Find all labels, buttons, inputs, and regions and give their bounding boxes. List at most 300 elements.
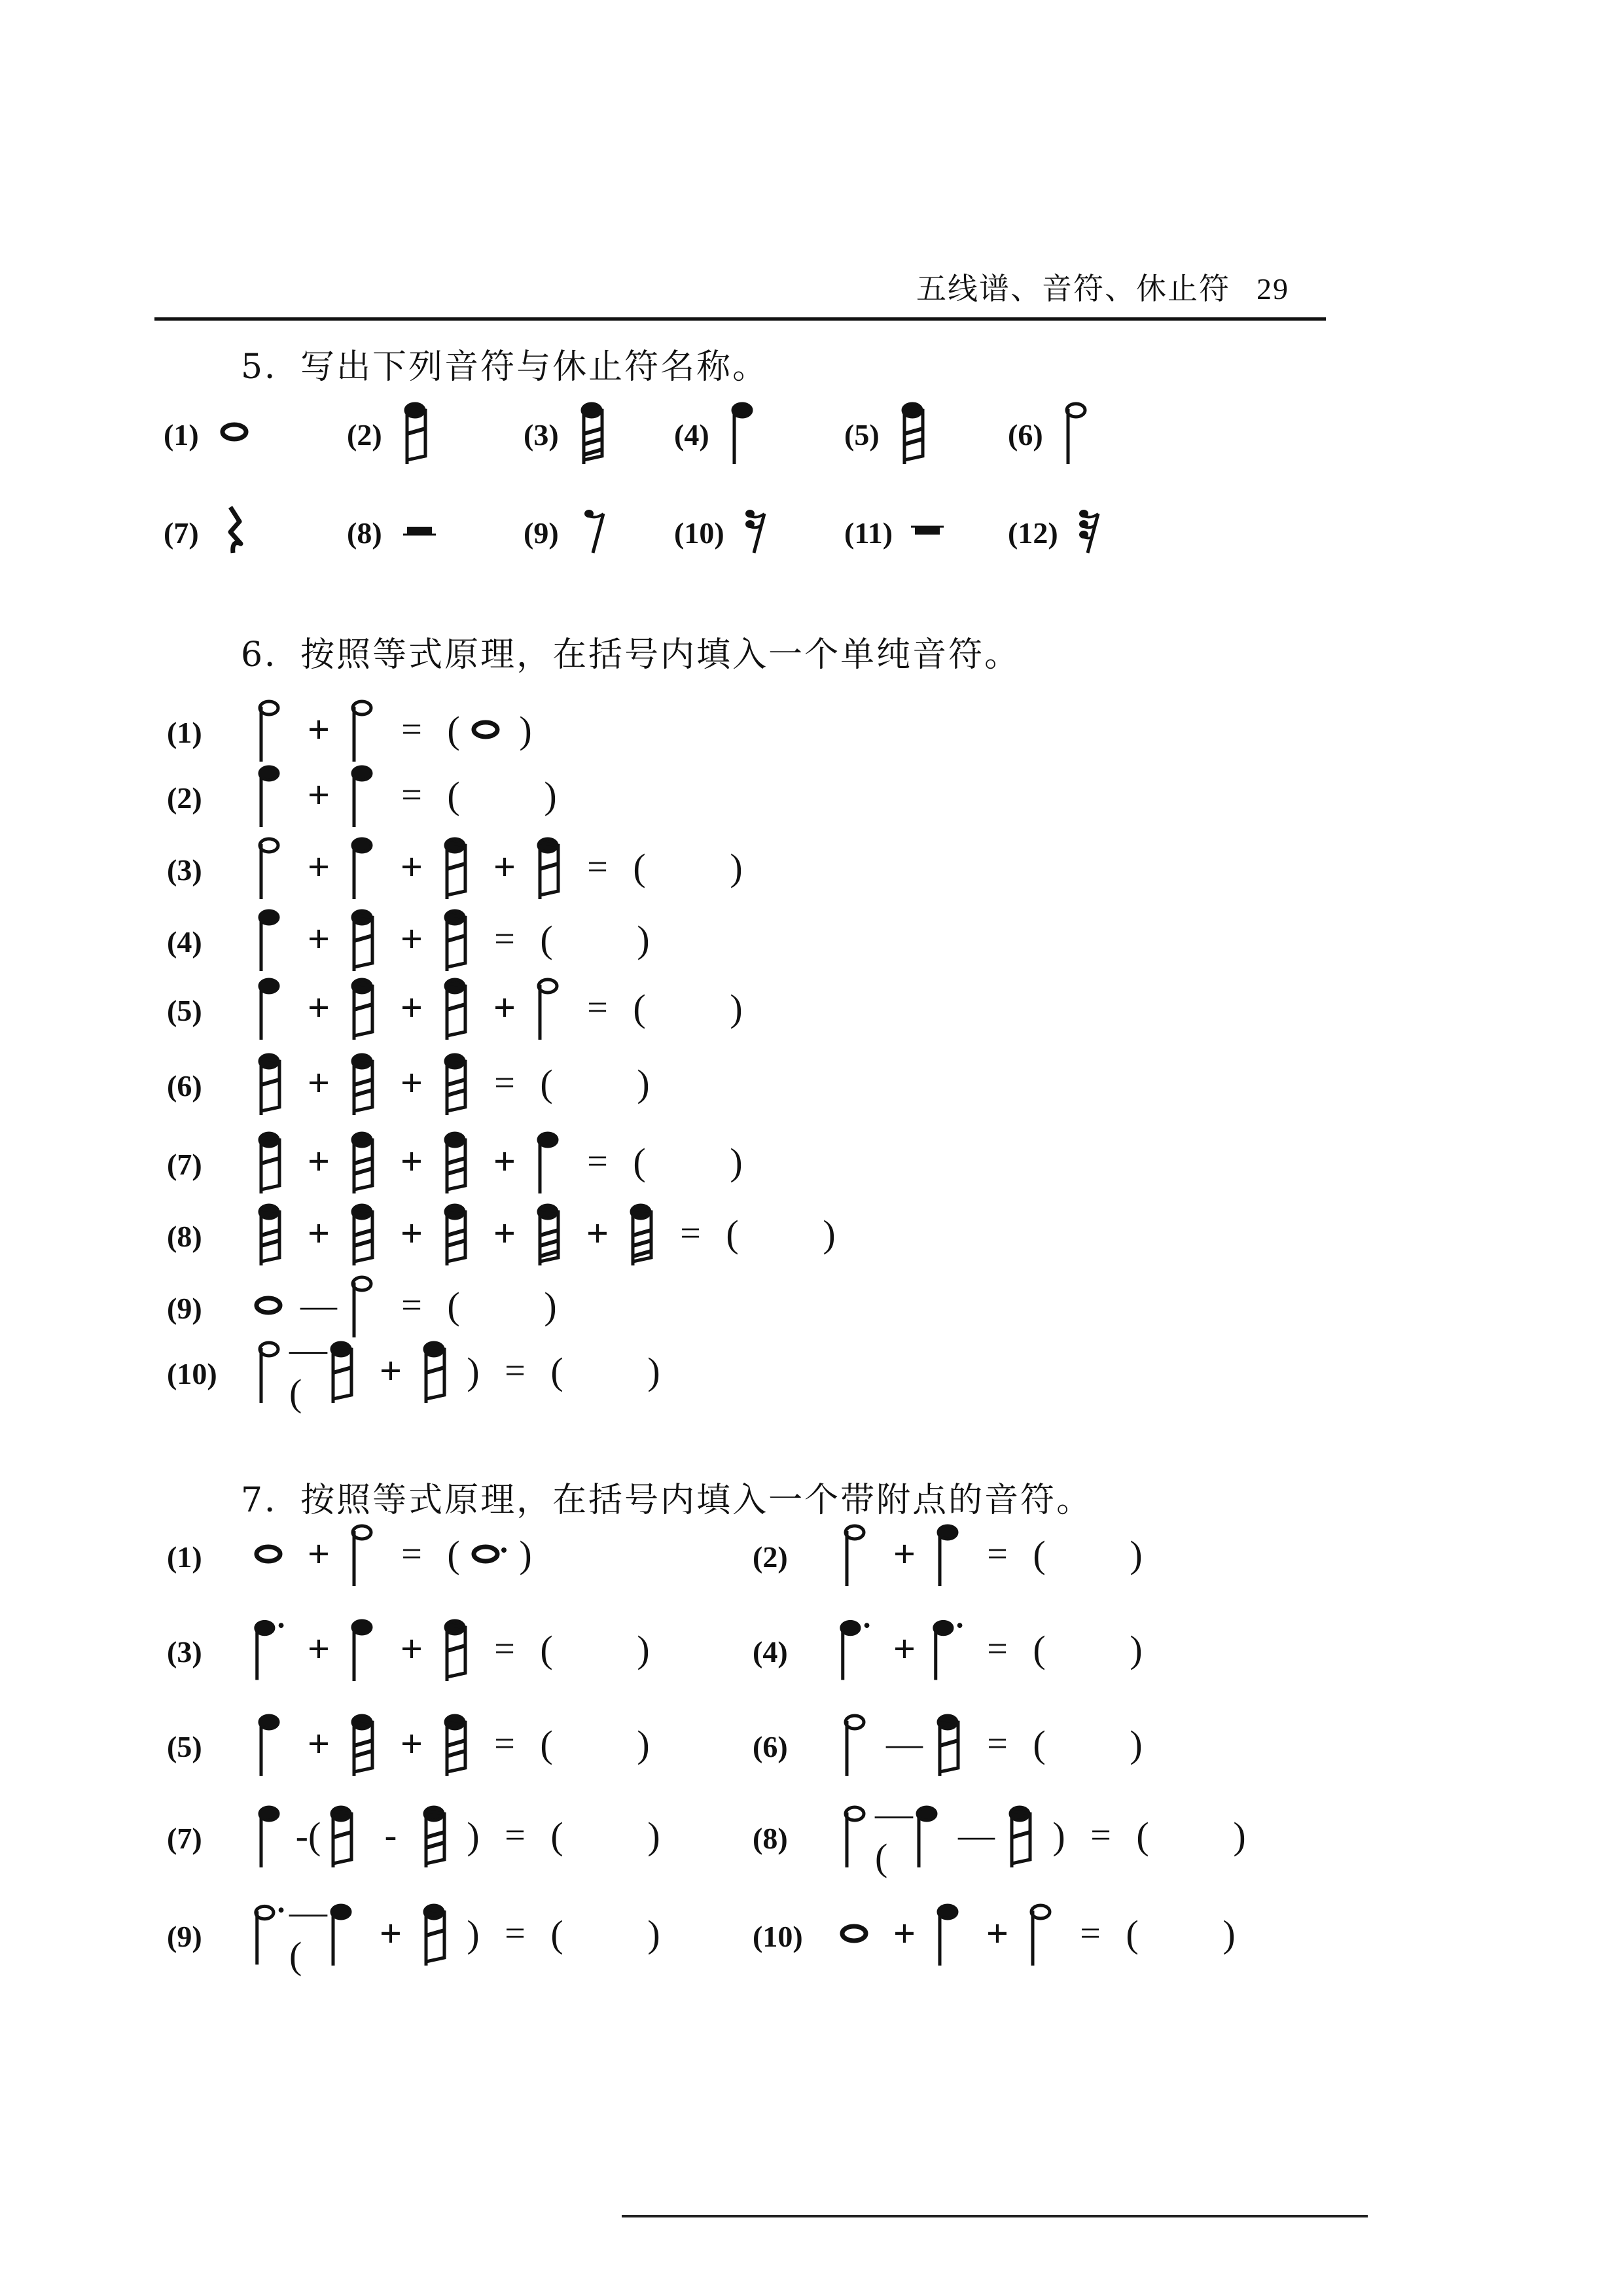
equation xyxy=(252,1704,659,1783)
plus-sign: + xyxy=(307,1627,330,1670)
note-glyph xyxy=(345,1197,385,1269)
note-glyph xyxy=(345,1708,385,1780)
note-glyph xyxy=(324,1898,365,1969)
plus-sign: + xyxy=(307,773,330,817)
close-paren: ) xyxy=(637,917,650,961)
equation xyxy=(252,1194,845,1273)
open-paren: ( xyxy=(540,1722,553,1765)
item-label: (2) xyxy=(167,781,202,815)
equation-row xyxy=(167,756,821,834)
equation-row xyxy=(753,1515,1407,1593)
equals-sign: = xyxy=(505,1351,526,1391)
plus-sign: + xyxy=(307,1722,330,1765)
eighth-note-icon xyxy=(421,1335,454,1407)
note-glyph xyxy=(252,694,293,766)
half-note-icon xyxy=(349,1269,382,1341)
equation-row xyxy=(753,1894,1407,1973)
section5-item xyxy=(844,491,995,569)
half-rest-icon xyxy=(402,501,437,559)
item-label: (9) xyxy=(524,516,559,550)
equation-row xyxy=(753,1792,1407,1879)
note-glyph xyxy=(252,1613,293,1685)
32nd-note-icon xyxy=(535,1197,567,1269)
close-paren: ) xyxy=(519,1532,532,1576)
32nd-rest-icon xyxy=(1073,501,1109,559)
section5-item xyxy=(164,393,314,471)
section5-item xyxy=(524,393,674,471)
section5-item xyxy=(524,491,674,569)
plus-sign: + xyxy=(493,1139,516,1183)
item-label: (4) xyxy=(167,925,202,959)
sixteenth-note-icon xyxy=(349,1125,382,1197)
note-glyph xyxy=(252,1799,293,1871)
equation xyxy=(252,1122,752,1201)
open-paren: ( xyxy=(540,1627,553,1670)
quarter-note-icon xyxy=(935,1898,967,1969)
whole-note-icon xyxy=(253,1286,292,1325)
equals-sign: = xyxy=(401,1534,422,1574)
note-glyph xyxy=(438,1197,478,1269)
sixteenth-rest-icon xyxy=(740,501,775,559)
sixteenth-note-icon xyxy=(899,396,932,468)
item-label: (7) xyxy=(167,1822,202,1855)
equation xyxy=(252,1328,669,1414)
section5-item xyxy=(164,491,314,569)
note-glyph xyxy=(252,1335,293,1407)
note-glyph xyxy=(931,1518,971,1590)
note-glyph xyxy=(838,1613,878,1685)
eighth-note-icon xyxy=(935,1708,967,1780)
32nd-note-icon xyxy=(579,396,611,468)
equation-row xyxy=(753,1610,1407,1688)
plus-sign: + xyxy=(893,1627,916,1670)
symbol-slot xyxy=(219,491,254,569)
plus-sign: + xyxy=(986,1911,1009,1955)
close-paren: ) xyxy=(544,773,557,817)
item-label: (6) xyxy=(167,1069,202,1103)
note-glyph xyxy=(838,1799,878,1871)
equation xyxy=(252,900,659,978)
note-glyph xyxy=(345,1613,385,1685)
note-glyph xyxy=(417,1898,457,1969)
note-glyph xyxy=(345,972,385,1044)
half-note-icon xyxy=(842,1799,874,1871)
symbol-slot xyxy=(740,491,775,569)
equation xyxy=(252,828,752,906)
section5-heading: 5．写出下列音符与休止符名称。 xyxy=(241,347,769,387)
open-paren: ( xyxy=(447,1532,460,1576)
note-glyph xyxy=(252,1286,293,1325)
equation xyxy=(252,1610,659,1688)
item-label: (9) xyxy=(167,1292,202,1325)
quarter-note-icon xyxy=(935,1518,967,1590)
plus-sign: + xyxy=(307,1211,330,1255)
note-glyph xyxy=(417,1799,457,1871)
item-label: (3) xyxy=(524,418,559,451)
note-glyph xyxy=(252,1534,293,1574)
plus-sign: + xyxy=(400,1061,423,1104)
note-glyph xyxy=(931,1613,971,1685)
plus-sign: + xyxy=(307,1139,330,1183)
equation-row xyxy=(167,1194,836,1273)
equals-sign: = xyxy=(680,1213,701,1254)
close-paren: ) xyxy=(1222,1912,1236,1955)
open-paren: ( xyxy=(1126,1912,1139,1955)
close-paren: ) xyxy=(519,708,532,751)
page-number: 29 xyxy=(1257,272,1289,306)
item-label: (7) xyxy=(167,1148,202,1181)
note-glyph xyxy=(438,1125,478,1197)
section5-item xyxy=(1008,393,1158,471)
symbol-slot xyxy=(579,491,614,569)
symbol-slot xyxy=(1073,491,1109,569)
whole-note-icon xyxy=(470,710,509,749)
close-paren: ) xyxy=(637,1627,650,1670)
plus-sign: + xyxy=(400,985,423,1029)
plus-sign: + xyxy=(307,1061,330,1104)
plus-sign: + xyxy=(379,1349,402,1392)
plus-sign: + xyxy=(893,1532,916,1576)
dotted-quarter-note-icon xyxy=(838,1613,878,1685)
note-glyph xyxy=(252,1197,293,1269)
symbol-slot xyxy=(402,491,437,569)
header-title: 五线谱、音符、休止符 xyxy=(916,271,1230,306)
note-glyph xyxy=(1024,1898,1064,1969)
equation xyxy=(252,1515,541,1593)
quarter-rest-icon xyxy=(219,501,254,559)
close-paren: ) xyxy=(1233,1814,1246,1857)
equation-row xyxy=(167,1610,821,1688)
half-note-icon xyxy=(842,1518,874,1590)
equals-sign: = xyxy=(587,1141,608,1182)
note-glyph xyxy=(252,831,293,903)
note-glyph xyxy=(624,1197,664,1269)
equation xyxy=(252,968,752,1047)
eighth-rest-icon xyxy=(579,501,614,559)
sixteenth-note-icon xyxy=(421,1799,454,1871)
note-glyph xyxy=(531,972,571,1044)
eighth-note-icon xyxy=(328,1799,361,1871)
open-paren: —( xyxy=(289,1328,327,1414)
close-paren: ) xyxy=(637,1722,650,1765)
sixteenth-note-icon xyxy=(256,1197,289,1269)
half-note-icon xyxy=(256,694,289,766)
plus-sign: + xyxy=(379,1911,402,1955)
quarter-note-icon xyxy=(729,396,762,468)
note-glyph xyxy=(910,1799,950,1871)
note-glyph xyxy=(252,903,293,975)
open-paren: ( xyxy=(540,1061,553,1104)
item-label: (8) xyxy=(167,1220,202,1253)
plus-sign: + xyxy=(893,1911,916,1955)
whole-note-icon xyxy=(219,412,258,451)
plus-sign: + xyxy=(493,1211,516,1255)
note-glyph xyxy=(438,1708,478,1780)
note-glyph xyxy=(531,1197,571,1269)
equals-sign: = xyxy=(505,1913,526,1954)
open-paren: ( xyxy=(1033,1627,1046,1670)
close-paren: ) xyxy=(1130,1532,1143,1576)
note-glyph xyxy=(838,1708,878,1780)
close-paren: ) xyxy=(544,1284,557,1327)
symbol-slot xyxy=(579,393,611,471)
sixteenth-note-icon xyxy=(442,1125,474,1197)
eighth-note-icon xyxy=(442,972,474,1044)
equation xyxy=(838,1792,1255,1879)
close-paren: ) xyxy=(730,986,743,1029)
equation xyxy=(838,1704,1152,1783)
quarter-note-icon xyxy=(256,1708,289,1780)
half-note-icon xyxy=(256,1335,289,1407)
item-label: (2) xyxy=(753,1540,788,1574)
minus-sign: — xyxy=(300,1285,337,1326)
note-glyph xyxy=(438,972,478,1044)
close-paren: ) xyxy=(467,1349,480,1392)
item-label: (10) xyxy=(753,1920,803,1953)
equals-sign: = xyxy=(494,919,515,959)
equation xyxy=(838,1894,1245,1973)
equals-sign: = xyxy=(494,1629,515,1669)
plus-sign: + xyxy=(493,845,516,889)
item-label: (7) xyxy=(164,516,199,550)
note-glyph xyxy=(838,1518,878,1590)
half-note-icon xyxy=(842,1708,874,1780)
equals-sign: = xyxy=(1090,1815,1111,1856)
minus-sign: — xyxy=(886,1723,923,1764)
section5-item xyxy=(674,491,825,569)
note-glyph xyxy=(438,1047,478,1119)
section5-item xyxy=(347,491,497,569)
equation xyxy=(252,1044,659,1122)
eighth-note-icon xyxy=(256,1047,289,1119)
equation-row xyxy=(167,968,821,1047)
equation-row xyxy=(167,1044,821,1122)
plus-sign: + xyxy=(307,707,330,751)
dotted-whole-note-icon xyxy=(470,1534,509,1574)
item-label: (10) xyxy=(167,1357,217,1390)
equation xyxy=(838,1515,1152,1593)
eighth-note-icon xyxy=(349,972,382,1044)
close-paren: ) xyxy=(1052,1814,1065,1857)
eighth-note-icon xyxy=(442,903,474,975)
eighth-note-icon xyxy=(349,903,382,975)
dotted-half-note-icon xyxy=(252,1898,293,1969)
close-paren: ) xyxy=(730,845,743,889)
item-label: (8) xyxy=(753,1822,788,1855)
equation-row xyxy=(167,900,821,978)
sixteenth-note-icon xyxy=(442,1197,474,1269)
eighth-note-icon xyxy=(442,1613,474,1685)
open-paren: —( xyxy=(875,1792,913,1879)
open-paren: —( xyxy=(289,1890,327,1977)
equals-sign: = xyxy=(587,987,608,1028)
open-paren: ( xyxy=(540,917,553,961)
close-paren: ) xyxy=(730,1140,743,1183)
item-label: (1) xyxy=(167,716,202,749)
item-label: (9) xyxy=(167,1920,202,1953)
equation-row xyxy=(167,1796,821,1875)
half-note-icon xyxy=(349,694,382,766)
item-label: (5) xyxy=(844,418,880,451)
plus-sign: + xyxy=(400,1722,423,1765)
item-label: (4) xyxy=(753,1635,788,1669)
equation-row xyxy=(167,1515,821,1593)
open-paren: ( xyxy=(1033,1532,1046,1576)
plus-sign: + xyxy=(307,985,330,1029)
section6-heading: 6．按照等式原理，在括号内填入一个单纯音符。 xyxy=(241,635,1021,675)
equation-row xyxy=(167,1122,821,1201)
equals-sign: = xyxy=(587,847,608,887)
note-glyph xyxy=(438,1613,478,1685)
equation-row xyxy=(753,1704,1407,1783)
item-label: (12) xyxy=(1008,516,1058,550)
open-paren: ( xyxy=(1033,1722,1046,1765)
equals-sign: = xyxy=(987,1629,1008,1669)
plus-sign: + xyxy=(307,917,330,961)
open-paren: ( xyxy=(550,1814,563,1857)
note-glyph xyxy=(252,1898,293,1969)
note-glyph xyxy=(345,1047,385,1119)
symbol-slot xyxy=(899,393,932,471)
plus-sign: + xyxy=(400,917,423,961)
open-paren: ( xyxy=(633,1140,646,1183)
item-label: (3) xyxy=(167,853,202,887)
section5-item xyxy=(674,393,825,471)
whole-note-icon xyxy=(253,1534,292,1574)
note-glyph xyxy=(252,1047,293,1119)
open-paren: ( xyxy=(447,1284,460,1327)
item-label: (4) xyxy=(674,418,709,451)
open-paren: ( xyxy=(447,708,460,751)
item-label: (6) xyxy=(1008,418,1043,451)
note-glyph xyxy=(1003,1799,1043,1871)
quarter-note-icon xyxy=(256,759,289,831)
note-glyph xyxy=(931,1708,971,1780)
equation-row xyxy=(167,1704,821,1783)
eighth-note-icon xyxy=(328,1335,361,1407)
half-note-icon xyxy=(349,1518,382,1590)
equals-sign: = xyxy=(1080,1913,1101,1954)
item-label: (6) xyxy=(753,1730,788,1763)
plus-sign: + xyxy=(493,985,516,1029)
item-label: (2) xyxy=(347,418,382,451)
close-paren: ) xyxy=(647,1349,660,1392)
note-glyph xyxy=(931,1898,971,1969)
note-glyph xyxy=(345,1518,385,1590)
sixteenth-note-icon xyxy=(349,1708,382,1780)
close-paren: ) xyxy=(823,1212,836,1255)
eighth-note-icon xyxy=(1007,1799,1039,1871)
half-note-icon xyxy=(1027,1898,1060,1969)
section5-item xyxy=(844,393,995,471)
close-paren: ) xyxy=(1130,1627,1143,1670)
note-glyph xyxy=(252,1125,293,1197)
note-glyph xyxy=(438,903,478,975)
page-header xyxy=(154,265,1326,321)
symbol-slot xyxy=(1063,393,1096,471)
equation-row xyxy=(167,1890,821,1977)
dotted-quarter-note-icon xyxy=(252,1613,293,1685)
symbol-slot xyxy=(402,393,435,471)
open-paren: ( xyxy=(726,1212,739,1255)
note-glyph xyxy=(324,1799,365,1871)
close-paren: ) xyxy=(637,1061,650,1104)
open-paren: -( xyxy=(295,1814,321,1857)
note-glyph xyxy=(252,1708,293,1780)
note-glyph xyxy=(324,1335,365,1407)
plus-sign: + xyxy=(400,1139,423,1183)
equals-sign: = xyxy=(494,1723,515,1764)
item-label: (5) xyxy=(167,1730,202,1763)
symbol-slot xyxy=(910,491,945,569)
equals-sign: = xyxy=(494,1063,515,1103)
close-paren: ) xyxy=(647,1912,660,1955)
quarter-note-icon xyxy=(256,1799,289,1871)
quarter-note-icon xyxy=(914,1799,946,1871)
sixteenth-note-icon xyxy=(442,1047,474,1119)
note-glyph xyxy=(345,1125,385,1197)
plus-sign: + xyxy=(400,1627,423,1670)
item-label: (3) xyxy=(167,1635,202,1669)
open-paren: ( xyxy=(1136,1814,1149,1857)
section7-heading: 7．按照等式原理，在括号内填入一个带附点的音符。 xyxy=(241,1481,1093,1520)
equals-sign: = xyxy=(987,1534,1008,1574)
close-paren: ) xyxy=(467,1814,480,1857)
equation-row xyxy=(167,828,821,906)
quarter-note-icon xyxy=(349,1613,382,1685)
eighth-note-icon xyxy=(421,1898,454,1969)
plus-sign: + xyxy=(586,1211,609,1255)
item-label: (11) xyxy=(844,516,893,550)
note-glyph xyxy=(531,1125,571,1197)
note-glyph xyxy=(252,972,293,1044)
item-label: (5) xyxy=(167,994,202,1027)
note-glyph xyxy=(345,1269,385,1341)
32nd-note-icon xyxy=(628,1197,660,1269)
item-label: (1) xyxy=(167,1540,202,1574)
eighth-note-icon xyxy=(256,1125,289,1197)
quarter-note-icon xyxy=(328,1898,361,1969)
plus-sign: + xyxy=(307,845,330,889)
half-note-icon xyxy=(535,972,567,1044)
quarter-note-icon xyxy=(349,831,382,903)
half-note-icon xyxy=(256,831,289,903)
sixteenth-note-icon xyxy=(349,1047,382,1119)
quarter-note-icon xyxy=(535,1125,567,1197)
note-glyph xyxy=(345,759,385,831)
item-label: (10) xyxy=(674,516,724,550)
equation-row xyxy=(167,1328,821,1414)
header-text xyxy=(916,265,1289,308)
quarter-note-icon xyxy=(349,759,382,831)
plus-sign: + xyxy=(307,1532,330,1576)
open-paren: ( xyxy=(447,773,460,817)
equals-sign: = xyxy=(401,1285,422,1326)
eighth-note-icon xyxy=(535,831,567,903)
quarter-note-icon xyxy=(256,903,289,975)
note-glyph xyxy=(417,1335,457,1407)
equals-sign: = xyxy=(401,775,422,815)
whole-note-icon xyxy=(838,1914,878,1953)
plus-sign: + xyxy=(400,845,423,889)
equation xyxy=(252,756,566,834)
section5-item xyxy=(1008,491,1158,569)
equation xyxy=(838,1610,1152,1688)
half-note-icon xyxy=(1063,396,1096,468)
note-glyph xyxy=(838,1914,878,1953)
close-paren: ) xyxy=(1130,1722,1143,1765)
section5-item xyxy=(347,393,497,471)
